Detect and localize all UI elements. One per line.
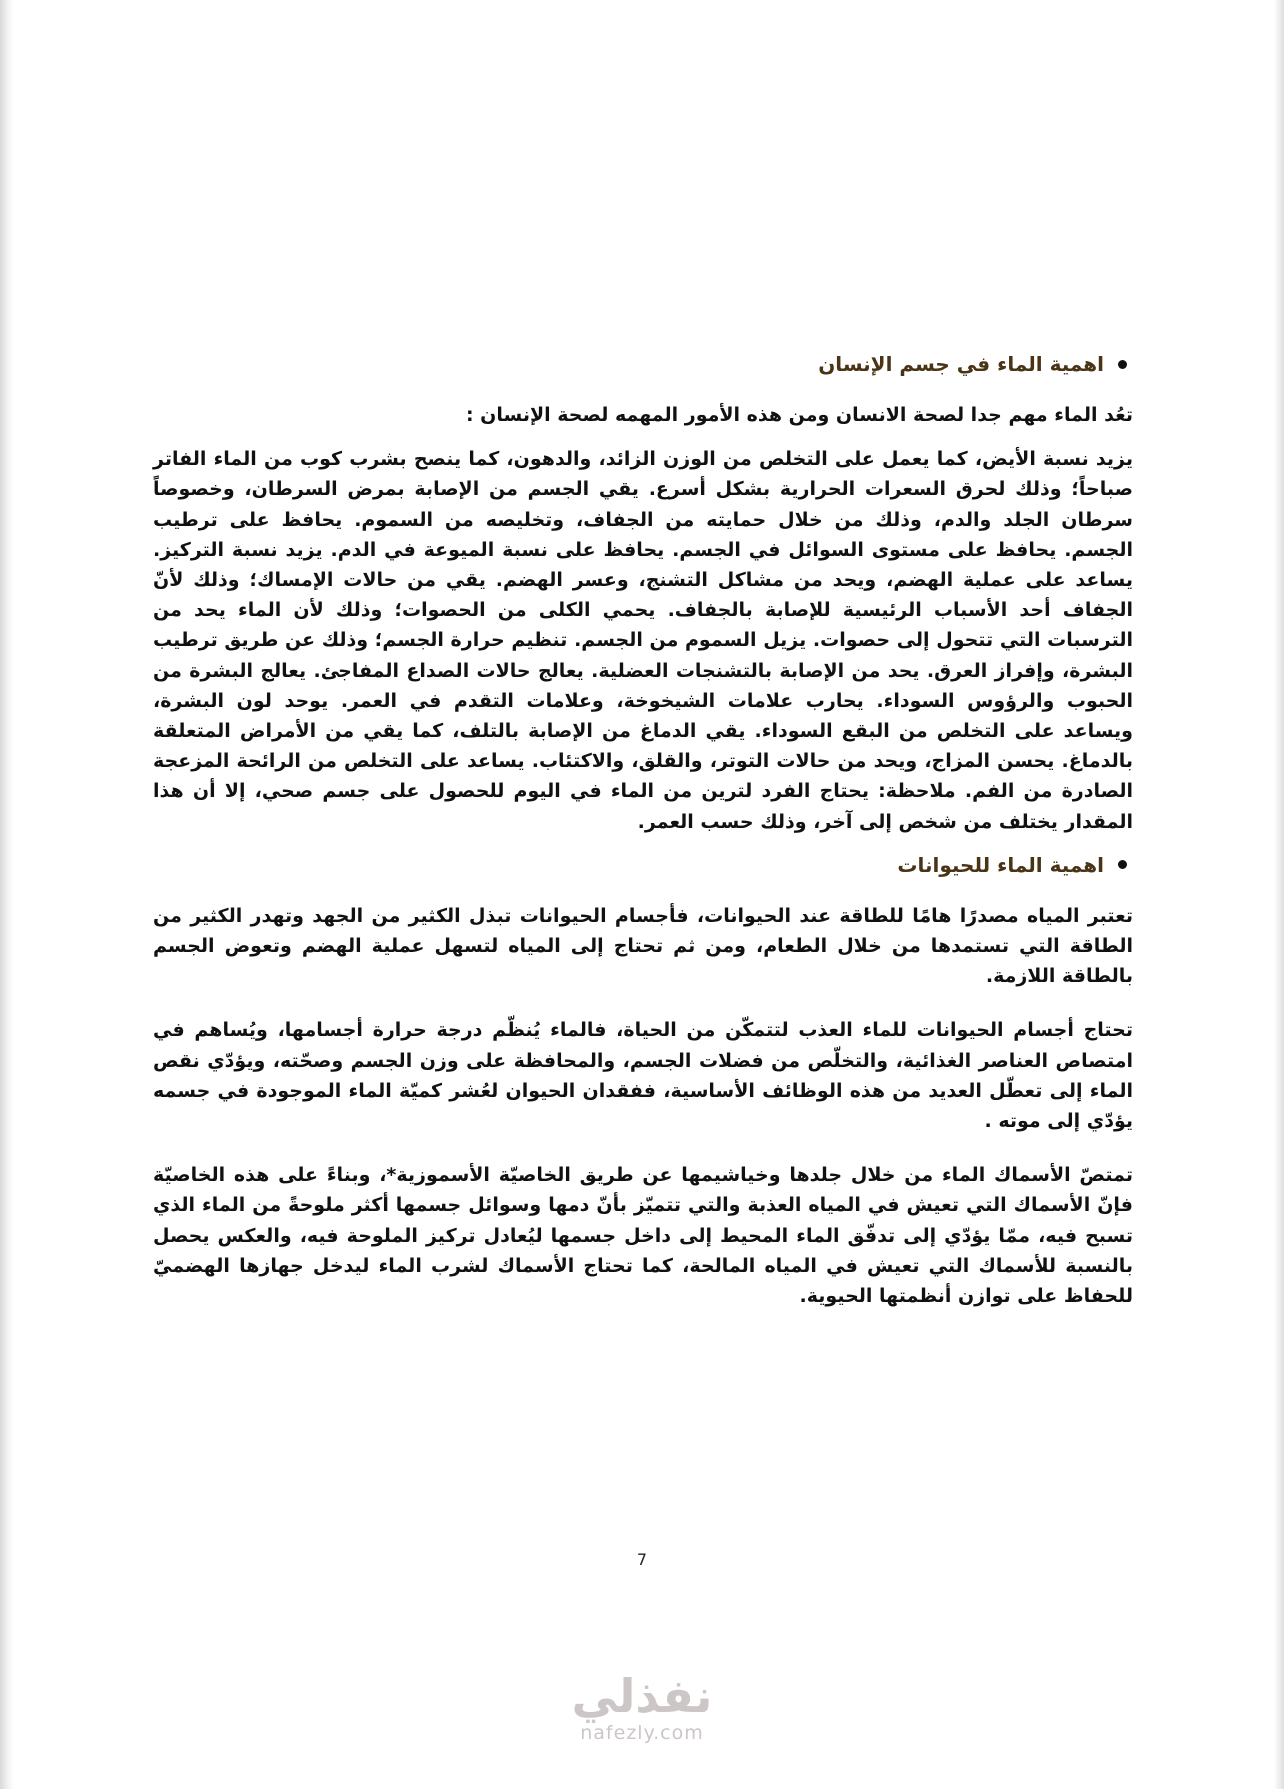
watermark-logo: نفذلي — [571, 1669, 713, 1723]
watermark — [0, 1670, 1284, 1744]
section-human-body: يزيد نسبة الأيض، كما يعمل على التخلص من الوزن الزائد، والدهون، كما ينصح بشرب كوب من الماء الفاتر صباحاً؛ وذلك لحرق السعرات الحرارية بشكل أسرع. يقي الجسم من الإصابة بمرض السرطان، وخصوصاً سرطان الجلد والدم، وذلك من خلال حمايته من الجفاف، وتخليصه من السموم. يحافظ على ترطيب الجسم. يحافظ على مستوى السوائل في الجسم. يحافظ على نسبة الميوعة في الدم. يزيد نسبة التركيز. يساعد على عملية الهضم، ويحد من مشاكل التشنج، وعسر الهضم. يقي من حالات الإمساك؛ وذلك لأنّ الجفاف أحد الأسباب الرئيسية للإصابة بالجفاف. يحمي الكلى من الحصوات؛ وذلك لأن الماء يحد من الترسبات التي تتحول إلى حصوات. يزيل السموم من الجسم. تنظيم حرارة الجسم؛ وذلك عن طريق ترطيب البشرة، وإفراز العرق. يحد من الإصابة بالتشنجات العضلية. يعالج حالات الصداع المفاجئ. يعالج البشرة من الحبوب والرؤوس السوداء. يحارب علامات الشيخوخة، وعلامات التقدم في العمر. يوحد لون البشرة، ويساعد على التخلص من البقع السوداء. يقي الدماغ من الإصابة بالتلف، كما يقي من الأمراض المتعلقة بالدماغ. يحسن المزاج، ويحد من حالات التوتر، والقلق، والاكتئاب. يساعد على التخلص من الرائحة المزعجة الصادرة من الفم. ملاحظة: يحتاج الفرد لترين من الماء في اليوم للحصول على جسم صحي، إلا أن هذا المقدار يختلف من شخص إلى آخر، وذلك حسب العمر. — [153, 448, 1133, 833]
animals-paragraph-fish: تمتصّ الأسماك الماء من خلال جلدها وخياشيمها عن طريق الخاصيّة الأسموزية*، وبناءً على هذه الخاصيّة فإنّ الأسماك التي تعيش في المياه العذبة والتي تتميّز بأنّ دمها وسوائل جسمها أكثر ملوحةً من الماء الذي تسبح فيه، ممّا يؤدّي إلى تدفّق الماء المحيط إلى داخل جسمها ليُعادل تركيز الملوحة فيه، والعكس يحصل بالنسبة للأسماك التي تعيش في المياه المالحة، كما تحتاج الأسماك لشرب الماء ليدخل جهازها الهضميّ للحفاظ على توازن أنظمتها الحيوية. — [153, 1164, 1133, 1308]
bullet-icon — [1118, 360, 1127, 369]
document-body — [153, 352, 1133, 1335]
section-human-intro: تعُد الماء مهم جدا لصحة الانسان ومن هذه الأمور المهمه لصحة الإنسان : — [465, 404, 1133, 426]
section-heading-animals-text: اهمية الماء للحيوانات — [897, 852, 1104, 877]
animals-paragraph-energy: تعتبر المياه مصدرًا هامًا للطاقة عند الحيوانات، فأجسام الحيوانات تبذل الكثير من الجهد وتهدر الكثير من الطاقة التي تستمدها من خلال الطعام، ومن ثم تحتاج إلى المياه لتسهل عملية الهضم وتعوض الجسم بالطاقة اللازمة. — [153, 904, 1133, 988]
section-heading-human-text: اهمية الماء في جسم الإنسان — [818, 352, 1104, 376]
watermark-url: nafezly.com — [580, 1722, 704, 1744]
animals-paragraph-fresh-water: تحتاج أجسام الحيوانات للماء العذب لتتمكّن من الحياة، فالماء يُنظّم درجة حرارة أجسامها، ويُساهم في امتصاص العناصر الغذائية، والتخلّص من فضلات الجسم، والمحافظة على وزن الجسم وصحّته، ويؤدّي نقص الماء إلى تعطّل العديد من هذه الوظائف الأساسية، ففقدان الحيوان لعُشر كميّة الماء الموجودة في جسمه يؤدّي إلى موته . — [153, 1019, 1133, 1133]
section-heading-animals — [153, 853, 1133, 877]
page-edge-shadow-left — [0, 0, 14, 1789]
bullet-icon — [1118, 860, 1127, 869]
page-number: 7 — [636, 1550, 648, 1569]
section-heading-human — [153, 352, 1133, 376]
page-edge-shadow-right — [1274, 0, 1284, 1789]
